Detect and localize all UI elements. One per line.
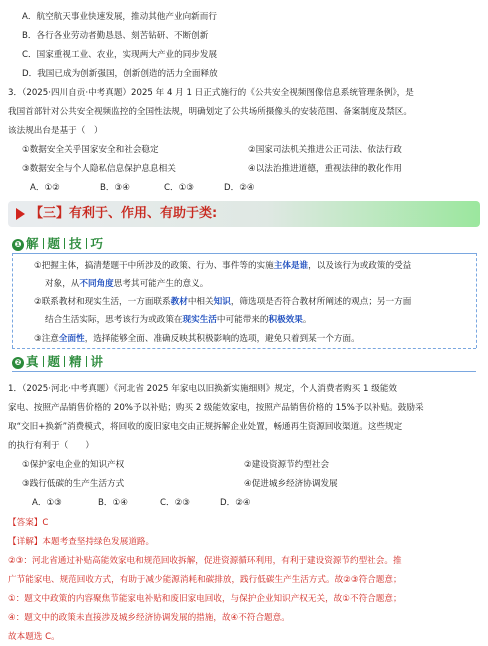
explain-line6: 故本题选 C。	[8, 632, 60, 642]
q1-option-c: C．②③	[160, 498, 191, 508]
tip-1-line2: 对象，从不同角度思考其可能产生的意义。	[45, 279, 209, 289]
q1-stem-line2: 家电、按照产品销售价格的 20%予以补贴；购买 2 级能效家电，按照产品销售价格的 15%予以补贴。鼓励采	[8, 403, 424, 413]
q3-option-d: D．②④	[224, 183, 255, 193]
number-badge-icon: ❷	[12, 357, 24, 369]
q1-stem-line3: 取“交旧+换新”消费模式，将回收的废旧家电交由正规拆解企业处置，畅通再生资源回收渠道。这些规定	[8, 422, 403, 432]
q2-option-c: C．国家重视工业、农业，实现两大产业的同步发展	[22, 50, 218, 60]
q3-item-2: ②国家司法机关推进公正司法、依法行政	[248, 145, 402, 155]
q3-option-b: B．③④	[100, 183, 130, 193]
tip-1-line1: ①把握主体，搞清楚题干中所涉及的政策、行为、事件等的实施主体是谁，以及该行为或政策的受益	[34, 261, 412, 271]
tips-box-right	[476, 253, 477, 348]
q3-option-a: A．①②	[30, 183, 60, 193]
explain-line1: 【详解】本题考查坚持绿色发展道路。	[8, 537, 155, 547]
divider	[12, 253, 476, 254]
number-badge-icon: ❶	[12, 239, 24, 251]
q1-item-3: ③践行低碳的生产生活方式	[22, 479, 125, 489]
explain-line5: ④：题文中的政策未直接涉及城乡经济协调发展的措施，故④不符合题意。	[8, 613, 290, 623]
q3-option-c: C．①③	[164, 183, 195, 193]
q3-item-3: ③数据安全与个人隐私信息保护息息相关	[22, 164, 176, 174]
tip-3: ③注意全面性，选择能够全面、准确反映其积极影响的选项，避免只着到某一个方面。	[34, 334, 360, 344]
q3-stem-line3: 该法规出台是基于（ ）	[8, 126, 103, 136]
q3-item-1: ①数据安全关乎国家安全和社会稳定	[22, 145, 159, 155]
divider	[12, 348, 476, 349]
q2-option-d: D．我国已成为创新强国，创新创造的活力全面释放	[22, 69, 218, 79]
q3-stem-line1: 3．（2025·四川自贡·中考真题）2025 年 4 月 1 日正式施行的《公共安全视频图像信息系统管理条例》，是	[8, 88, 414, 98]
explain-line3: 广节能家电、规范回收方式，有助于减少能源消耗和碳排放，践行低碳生产生活方式。故②③符合题意；	[8, 575, 402, 585]
q1-option-a: A．①③	[32, 498, 62, 508]
section-heading-exam: ❷ 真 题 精 讲	[12, 354, 103, 370]
q1-option-d: D．②④	[220, 498, 251, 508]
q3-stem-line2: 我国首部针对公共安全视频监控的全国性法规，明确划定了公共场所摄像头的安装范围、备案制度及禁区。	[8, 107, 412, 117]
q2-option-a: A．航空航天事业快速发展，推动其他产业向新而行	[22, 12, 217, 22]
q1-item-2: ②建设资源节约型社会	[244, 460, 330, 470]
category-banner	[8, 201, 480, 227]
q1-stem-line1: 1．（2025·河北·中考真题）《河北省 2025 年家电以旧换新实施细则》规定，个人消费者购买 1 级能效	[8, 384, 398, 394]
q3-item-4: ④以法治推进道德，重视法律的教化作用	[248, 164, 402, 174]
tip-2-line1: ②联系教材和现实生活，一方面联系教材中相关知识，筛选项是否符合教材所阐述的观点；另一方面	[34, 297, 412, 307]
triangle-icon	[16, 208, 25, 220]
banner-title: 【三】有利于、作用、有助于类:	[30, 206, 218, 221]
explain-line4: ①：题文中政策的内容聚焦节能家电补贴和废旧家电回收，与保护企业知识产权无关，故①不符合题意；	[8, 594, 402, 604]
q1-option-b: B．①④	[98, 498, 128, 508]
q1-item-4: ④促进城乡经济协调发展	[244, 479, 338, 489]
q2-option-b: B．各行各业劳动者勤恳恳、刻苦钻研、不断创新	[22, 31, 209, 41]
tip-2-line2: 结合生活实际，思考该行为或政策在现实生活中可能带来的积极效果。	[45, 315, 312, 325]
explain-line2: ②③：河北省通过补贴高能效家电和规范回收拆解，促进资源循环利用，有利于建设资源节约型社会。推	[8, 556, 402, 566]
q1-item-1: ①保护家电企业的知识产权	[22, 460, 125, 470]
answer: 【答案】C	[8, 518, 49, 528]
section-heading-tips: ❶ 解 题 技 巧	[12, 236, 103, 252]
q1-stem-line4: 的执行有利于（ ）	[8, 441, 94, 451]
divider	[12, 371, 476, 372]
tips-box-left	[12, 253, 13, 348]
